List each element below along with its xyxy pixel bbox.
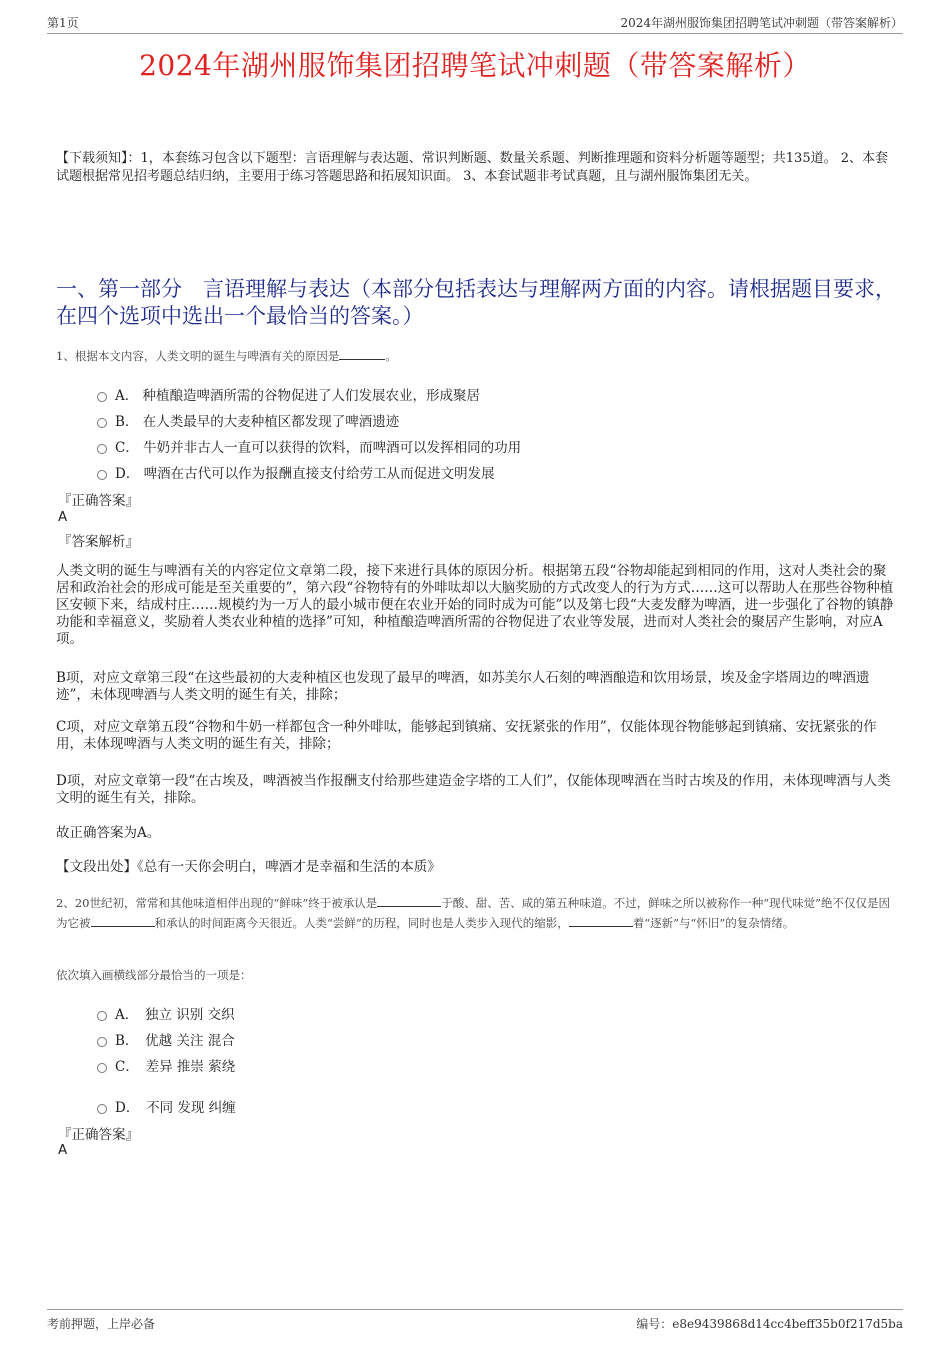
running-header-title: 2024年湖州服饰集团招聘笔试冲刺题（带答案解析） [620,16,903,30]
q2-option-d-label: D． 不同 发现 纠缠 [115,1100,236,1116]
q2-answer-label: 『正确答案』 [58,1127,139,1143]
radio-icon[interactable] [97,470,107,480]
q2-option-c-label: C． 差异 推崇 萦绕 [115,1059,236,1075]
q1-option-a[interactable] [97,384,480,404]
q2-option-c[interactable] [97,1055,235,1075]
q1-option-d[interactable] [97,462,495,482]
footer-slogan: 考前押题，上岸必备 [47,1317,156,1331]
q1-analysis-paragraph: C项，对应文章第五段“谷物和牛奶一样都包含一种外啡呔，能够起到镇痛、安抚紧张的作用”，仅能体现谷物能够起到镇痛、安抚紧张的作用，未体现啤酒与人类文明的诞生有关，排除； [56,719,877,752]
question-1-stem [56,348,397,364]
question-2-stem-part: 和承认的时间距离今天很近。人类“尝鲜”的历程，同时也是人类步入现代的缩影， [154,916,569,930]
q1-conclusion: 故正确答案为A。 [56,825,161,841]
q1-source: 【文段出处】《总有一天你会明白，啤酒才是幸福和生活的本质》 [56,859,441,875]
q1-option-d-label: D． 啤酒在古代可以作为报酬直接支付给劳工从而促进文明发展 [115,466,495,482]
radio-icon[interactable] [97,1011,107,1021]
question-2-stem-part: 着“逐新”与“怀旧”的复杂情绪。 [632,916,795,930]
answer-blank [569,916,633,927]
q2-option-d[interactable] [97,1096,236,1116]
radio-icon[interactable] [97,1104,107,1114]
radio-icon[interactable] [97,444,107,454]
answer-blank [91,916,155,927]
question-1-stem-end: 。 [385,349,397,363]
q1-analysis-paragraph: D项，对应文章第一段“在古埃及，啤酒被当作报酬支付给那些建造金字塔的工人们”，仅能体现啤酒在当时古埃及的作用，未体现啤酒与人类文明的诞生有关，排除。 [56,773,891,806]
q2-option-a-label: A． 独立 识别 交织 [115,1007,235,1023]
question-2-stem-part: 于酸、甜、苦、咸的第五种味道。不过，鲜味之所以被称作一种“现代味觉”绝不仅仅是因为它被 [56,896,890,930]
radio-icon[interactable] [97,392,107,402]
document-title: 2024年湖州服饰集团招聘笔试冲刺题（带答案解析） [139,49,811,82]
q2-option-b[interactable] [97,1029,235,1049]
question-2-stem-part: 2、20世纪初，常常和其他味道相伴出现的“鲜味”终于被承认是 [56,896,378,910]
q2-answer: A [58,1142,68,1158]
header-divider [47,33,903,34]
q2-option-a[interactable] [97,1003,235,1023]
download-notice: 【下载须知】：1，本套练习包含以下题型：言语理解与表达题、常识判断题、数量关系题、判断推理题和资料分析题等题型；共135道。 2、本套试题根据常见招考题总结归纳，主要用于练习答题思路和拓展知识面。 3、本套试题非考试真题，且与湖州服饰集团无关。 [56,151,888,184]
radio-icon[interactable] [97,1063,107,1073]
q1-analysis-paragraph: B项，对应文章第三段“在这些最初的大麦种植区也发现了最早的啤酒，如苏美尔人石刻的啤酒酿造和饮用场景，埃及金字塔周边的啤酒遗迹”，未体现啤酒与人类文明的诞生有关，排除； [56,670,870,703]
q1-option-b-label: B． 在人类最早的大麦种植区都发现了啤酒遗迹 [115,414,400,430]
q2-option-b-label: B． 优越 关注 混合 [115,1033,235,1049]
radio-icon[interactable] [97,1037,107,1047]
section-heading: 一、第一部分 言语理解与表达（本部分包括表达与理解两方面的内容。请根据题目要求，在四个选项中选出一个最恰当的答案。） [56,277,896,328]
answer-blank [377,896,441,907]
question-2-stem [56,893,898,933]
q1-analysis-paragraph: 人类文明的诞生与啤酒有关的内容定位文章第二段，接下来进行具体的原因分析。根据第五段“谷物却能起到相同的作用，这对人类社会的聚居和政治社会的形成可能是至关重要的”，第六段“谷物特有的外啡呔却以大脑奖励的方式改变人的行为方式……这可以帮助人在那些谷物种植区安顿下来，结成村庄……规模约为一万人的最小城市便在农业开始的同时成为可能”以及第七段“大麦发酵为啤酒，进一步强化了谷物的镇静功能和幸福意义，奖励着人类农业种植的选择”可知，种植酿造啤酒所需的谷物促进了农业等发展，进而对人类社会的聚居产生影响，对应A项。 [56,563,894,647]
q1-answer-label: 『正确答案』 [58,493,139,509]
q1-analysis-label: 『答案解析』 [58,534,139,550]
q1-option-c[interactable] [97,436,521,456]
q1-option-a-label: A． 种植酿造啤酒所需的谷物促进了人们发展农业，形成聚居 [115,388,481,404]
q1-answer: A [58,509,68,525]
document-id: 编号：e8e9439868d14cc4beff35b0f217d5ba [636,1317,903,1331]
question-2-instruction: 依次填入画横线部分最恰当的一项是： [56,968,252,982]
q1-option-c-label: C． 牛奶并非古人一直可以获得的饮料，而啤酒可以发挥相同的功用 [115,440,522,456]
q1-option-b[interactable] [97,410,399,430]
question-1-stem-text: 1、根据本文内容，人类文明的诞生与啤酒有关的原因是 [56,349,340,363]
footer-divider [47,1309,903,1310]
answer-blank [339,349,385,360]
page-number: 第1页 [47,16,79,30]
radio-icon[interactable] [97,418,107,428]
